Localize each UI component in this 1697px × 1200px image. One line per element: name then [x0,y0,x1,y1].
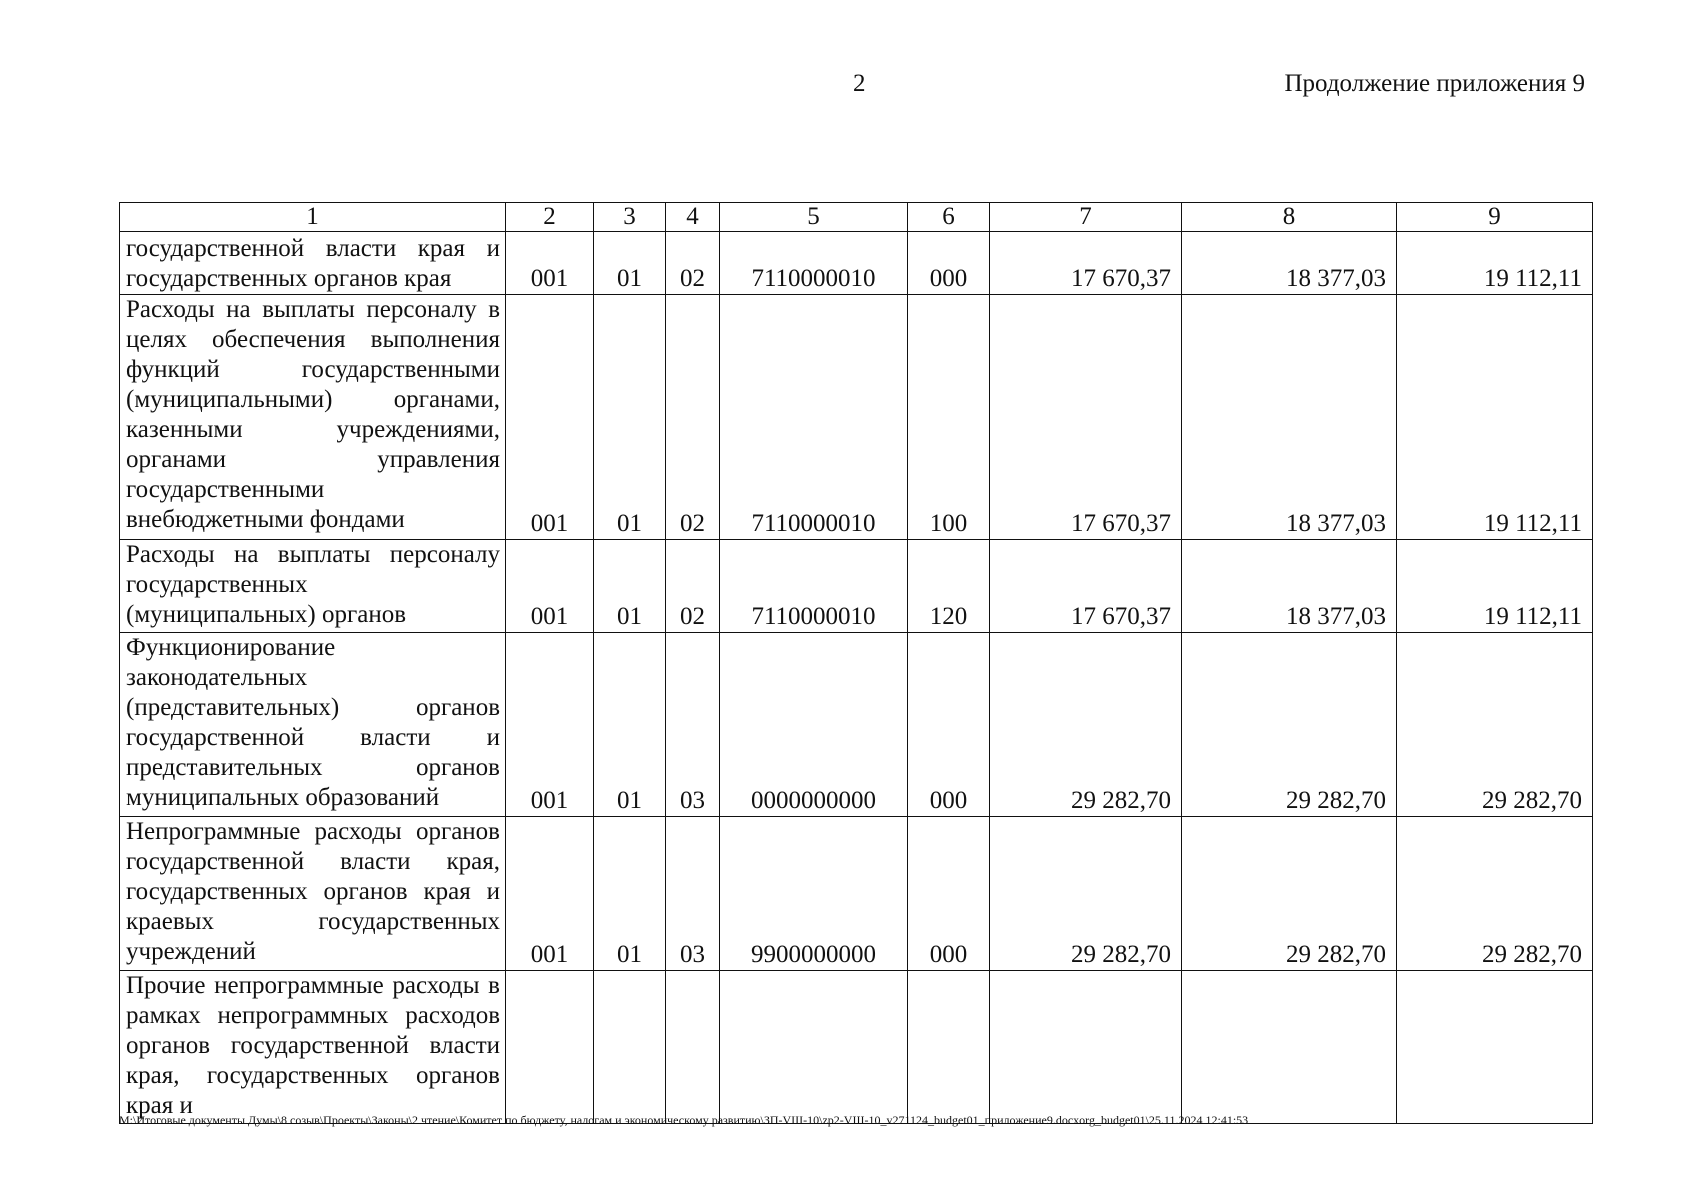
cell-subsection: 02 [666,540,720,633]
appendix-continuation-label: Продолжение приложения 9 [1284,70,1585,97]
cell-amount-year1: 17 670,37 [990,540,1182,633]
cell-subsection: 02 [666,232,720,295]
cell-expense-type: 000 [908,633,990,817]
cell-amount-year2 [1182,971,1397,1124]
cell-expense-type: 100 [908,295,990,540]
cell-subsection: 03 [666,633,720,817]
cell-subsection: 02 [666,295,720,540]
column-header: 1 [120,203,506,232]
cell-amount-year3: 29 282,70 [1397,817,1593,971]
table-row [120,295,1593,540]
cell-section: 01 [594,633,666,817]
cell-ministry-code: 001 [506,633,594,817]
row-description: Расходы на выплаты персоналу в целях обеспечения выполнения функций государственными (муниципальными) органами, казенными учреждениями, органами управления государственными внебюджетными фондами [120,295,506,540]
table-row [120,971,1593,1124]
cell-ministry-code: 001 [506,540,594,633]
cell-target-article [720,971,908,1124]
column-header: 9 [1397,203,1593,232]
cell-expense-type [908,971,990,1124]
cell-ministry-code: 001 [506,295,594,540]
cell-amount-year3: 19 112,11 [1397,232,1593,295]
cell-subsection [666,971,720,1124]
row-description: Непрограммные расходы органов государственной власти края, государственных органов края и краевых государственных учреждений [120,817,506,971]
table-row [120,817,1593,971]
cell-section: 01 [594,232,666,295]
cell-amount-year1: 29 282,70 [990,633,1182,817]
column-number-row [120,203,1593,232]
cell-amount-year3 [1397,971,1593,1124]
column-header: 4 [666,203,720,232]
column-header: 8 [1182,203,1397,232]
cell-amount-year2: 18 377,03 [1182,295,1397,540]
column-header: 3 [594,203,666,232]
table-row [120,633,1593,817]
cell-amount-year2: 29 282,70 [1182,633,1397,817]
cell-ministry-code: 001 [506,817,594,971]
cell-expense-type: 120 [908,540,990,633]
cell-amount-year2: 18 377,03 [1182,232,1397,295]
row-description: Расходы на выплаты персоналу государственных (муниципальных) органов [120,540,506,633]
budget-table [119,202,1593,1124]
column-header: 7 [990,203,1182,232]
cell-amount-year2: 29 282,70 [1182,817,1397,971]
column-header: 5 [720,203,908,232]
page-number: 2 [853,70,866,97]
column-header: 2 [506,203,594,232]
cell-ministry-code: 001 [506,232,594,295]
cell-target-article: 7110000010 [720,232,908,295]
cell-amount-year1 [990,971,1182,1124]
cell-target-article: 7110000010 [720,295,908,540]
column-header: 6 [908,203,990,232]
document-file-path: M:\Итоговые документы Думы\8 созыв\Проекты\Законы\2 чтение\Комитет по бюджету, налогам и экономическому развитию\ЗП-VIII-10\zp2-VIII-10_v271124_budget01_приложение9.docxorg_budget01\25.11.2024 12:41:53 [119,1113,1249,1127]
cell-ministry-code [506,971,594,1124]
cell-section: 01 [594,817,666,971]
row-description: Прочие непрограммные расходы в рамках непрограммных расходов органов государственной власти края, государственных органов края и [120,971,506,1124]
table-row [120,232,1593,295]
cell-amount-year1: 17 670,37 [990,295,1182,540]
cell-amount-year1: 29 282,70 [990,817,1182,971]
cell-target-article: 0000000000 [720,633,908,817]
cell-amount-year3: 19 112,11 [1397,540,1593,633]
cell-section [594,971,666,1124]
cell-section: 01 [594,540,666,633]
cell-target-article: 7110000010 [720,540,908,633]
cell-amount-year3: 29 282,70 [1397,633,1593,817]
cell-section: 01 [594,295,666,540]
row-description: Функционирование законодательных (представительных) органов государственной власти и представительных органов муниципальных образований [120,633,506,817]
cell-expense-type: 000 [908,817,990,971]
cell-expense-type: 000 [908,232,990,295]
cell-subsection: 03 [666,817,720,971]
row-description: государственной власти края и государственных органов края [120,232,506,295]
cell-amount-year1: 17 670,37 [990,232,1182,295]
cell-target-article: 9900000000 [720,817,908,971]
table-row [120,540,1593,633]
cell-amount-year2: 18 377,03 [1182,540,1397,633]
cell-amount-year3: 19 112,11 [1397,295,1593,540]
